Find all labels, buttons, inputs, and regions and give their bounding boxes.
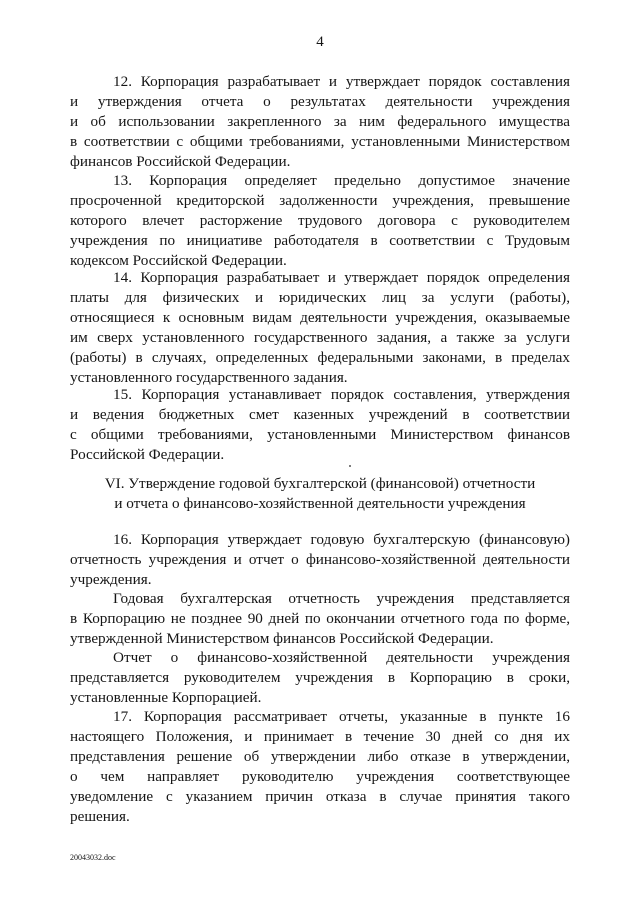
paragraph-line: уведомление с указанием причин отказа в случае принятия такого: [70, 788, 570, 805]
paragraph-line: установленные Корпорацией.: [70, 689, 262, 706]
paragraph-line: относящиеся к основным видам деятельности учреждения, оказываемые: [70, 309, 570, 326]
stray-dot-mark: [349, 465, 351, 467]
paragraph-line: с общими требованиями, установленными Министерством финансов: [70, 426, 570, 443]
paragraph-line: установленного государственного задания.: [70, 369, 348, 386]
paragraph-line: представляется руководителем учреждения в Корпорацию в сроки,: [70, 669, 570, 686]
paragraph-line: (работы) в случаях, определенных федеральными законами, в пределах: [70, 349, 570, 366]
paragraph-line: Российской Федерации.: [70, 446, 225, 463]
paragraph-line: платы для физических и юридических лиц за услуги (работы),: [70, 289, 570, 306]
paragraph-line: решения.: [70, 808, 130, 825]
section-heading-line: VI. Утверждение годовой бухгалтерской (финансовой) отчетности: [104, 475, 536, 492]
paragraph-line: настоящего Положения, и принимает в течение 30 дней со дня их: [70, 728, 570, 745]
paragraph-line: и об использовании закрепленного за ним федерального имущества: [70, 113, 570, 130]
section-heading-line: и отчета о финансово-хозяйственной деятельности учреждения: [114, 495, 526, 512]
paragraph-line: просроченной кредиторской задолженности учреждения, превышение: [70, 192, 570, 209]
paragraph-line: утвержденной Министерством финансов Российской Федерации.: [70, 630, 494, 647]
paragraph-line: 17. Корпорация рассматривает отчеты, указанные в пункте 16: [113, 708, 570, 725]
footer-filename: 20043032.doc: [70, 853, 116, 862]
paragraph-line: учреждения по инициативе работодателя в соответствии с Трудовым: [70, 232, 570, 249]
paragraph-line: отчетность учреждения и отчет о финансово-хозяйственной деятельности: [70, 551, 570, 568]
paragraph-line: и ведения бюджетных смет казенных учреждений в соответствии: [70, 406, 570, 423]
paragraph-line: кодексом Российской Федерации.: [70, 252, 287, 269]
paragraph-line: которого влечет расторжение трудового договора с руководителем: [70, 212, 570, 229]
paragraph-line: о чем направляет руководителю учреждения соответствующее: [70, 768, 570, 785]
paragraph-line: Годовая бухгалтерская отчетность учреждения представляется: [113, 590, 570, 607]
paragraph-line: 12. Корпорация разрабатывает и утверждает порядок составления: [113, 73, 570, 90]
paragraph-line: представления решение об утверждении либо отказе в утверждении,: [70, 748, 570, 765]
paragraph-line: 16. Корпорация утверждает годовую бухгалтерскую (финансовую): [113, 531, 570, 548]
paragraph-line: Отчет о финансово-хозяйственной деятельности учреждения: [113, 649, 570, 666]
paragraph-line: 15. Корпорация устанавливает порядок составления, утверждения: [113, 386, 570, 403]
paragraph-line: в Корпорацию не позднее 90 дней по окончании отчетного года по форме,: [70, 610, 570, 627]
paragraph-line: 14. Корпорация разрабатывает и утверждает порядок определения: [113, 269, 570, 286]
paragraph-line: финансов Российской Федерации.: [70, 153, 291, 170]
paragraph-line: и утверждения отчета о результатах деятельности учреждения: [70, 93, 570, 110]
paragraph-line: им сверх установленного государственного задания, а также за услуги: [70, 329, 570, 346]
page-number: 4: [316, 34, 324, 50]
paragraph-line: в соответствии с общими требованиями, установленными Министерством: [70, 133, 570, 150]
paragraph-line: учреждения.: [70, 571, 152, 588]
paragraph-line: 13. Корпорация определяет предельно допустимое значение: [113, 172, 570, 189]
